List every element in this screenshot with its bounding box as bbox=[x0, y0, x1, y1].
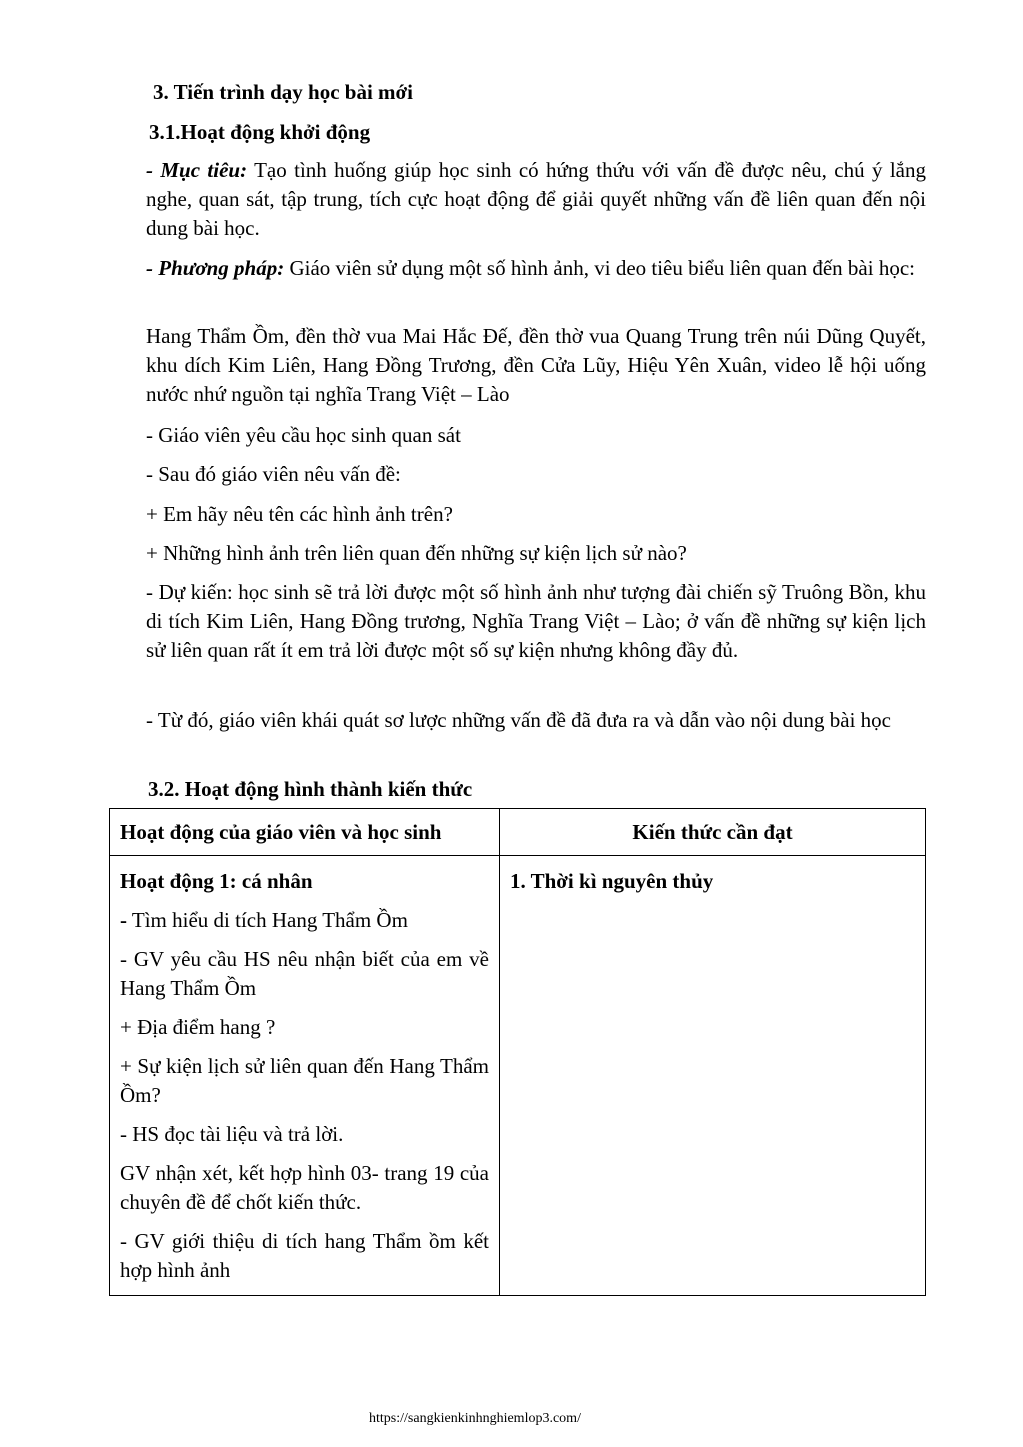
subsection-heading-startup: 3.1.Hoạt động khởi động bbox=[149, 120, 371, 144]
activity-table bbox=[109, 808, 926, 1296]
question-2: + Những hình ảnh trên liên quan đến những sự kiện lịch sử nào? bbox=[146, 541, 687, 565]
teacher-problem-line: - Sau đó giáo viên nêu vấn đề: bbox=[146, 462, 401, 486]
places-paragraph: Hang Thẩm Ồm, đền thờ vua Mai Hắc Đế, đền thờ vua Quang Trung trên núi Dũng Quyết, khu dích Kim Liên, Hang Đồng Trương, đền Cửa Lũy, Hiệu Yên Xuân, video lễ hội uống nước nhứ nguồn tại nghĩa Trang Việt – Lào bbox=[146, 324, 926, 406]
method-text: Giáo viên sử dụng một số hình ảnh, vi deo tiêu biểu liên quan đến bài học: bbox=[284, 256, 915, 280]
activity-item: - GV yêu cầu HS nêu nhận biết của em về Hang Thẩm Ồm bbox=[120, 947, 489, 1000]
question-1: + Em hãy nêu tên các hình ảnh trên? bbox=[146, 502, 453, 526]
activity-title: Hoạt động 1: cá nhân bbox=[120, 869, 313, 893]
header-knowledge: Kiến thức cần đạt bbox=[500, 809, 926, 856]
activity-item: - Tìm hiểu di tích Hang Thẩm Ồm bbox=[120, 908, 408, 932]
subsection-heading-knowledge: 3.2. Hoạt động hình thành kiến thức bbox=[148, 777, 473, 801]
activities-cell bbox=[110, 856, 500, 1296]
knowledge-cell bbox=[500, 856, 926, 1296]
section-heading: 3. Tiến trình dạy học bài mới bbox=[153, 80, 413, 104]
method-label: - Phương pháp: bbox=[146, 256, 285, 280]
activity-item: + Sự kiện lịch sử liên quan đến Hang Thẩm Ồm? bbox=[120, 1054, 489, 1107]
activity-item: GV nhận xét, kết hợp hình 03- trang 19 của chuyên đề để chốt kiến thức. bbox=[120, 1161, 489, 1214]
method-paragraph bbox=[146, 254, 926, 283]
activity-item: - GV giới thiệu di tích hang Thẩm ồm kết hợp hình ảnh bbox=[120, 1229, 489, 1282]
footer-url: https://sangkienkinhnghiemlop3.com/ bbox=[369, 1411, 581, 1426]
knowledge-title: 1. Thời kì nguyên thủy bbox=[510, 869, 714, 893]
objective-paragraph bbox=[146, 156, 926, 243]
table-header-row bbox=[110, 809, 926, 856]
header-activities: Hoạt động của giáo viên và học sinh bbox=[110, 809, 500, 856]
activity-item: + Địa điểm hang ? bbox=[120, 1015, 276, 1039]
conclusion-paragraph: - Từ đó, giáo viên khái quát sơ lược những vấn đề đã đưa ra và dẫn vào nội dung bài học bbox=[146, 708, 891, 732]
expected-answer-paragraph: - Dự kiến: học sinh sẽ trả lời được một số hình ảnh như tượng đài chiến sỹ Truông Bồn, khu di tích Kim Liên, Hang Đồng trương, Nghĩa Trang Việt – Lào; ở vấn đề những sự kiện lịch sử liên quan rất ít em trả lời được một số sự kiện nhưng không đầy đủ. bbox=[146, 580, 926, 662]
table-row bbox=[110, 856, 926, 1296]
objective-label: - Mục tiêu: bbox=[146, 158, 248, 182]
activity-item: - HS đọc tài liệu và trả lời. bbox=[120, 1122, 344, 1146]
objective-text: Tạo tình huống giúp học sinh có hứng thứu với vấn đề được nêu, chú ý lắng nghe, quan sát, tập trung, tích cực hoạt động để giải quyết những vấn đề liên quan đến nội dung bài học. bbox=[146, 158, 926, 240]
teacher-request-line: - Giáo viên yêu cầu học sinh quan sát bbox=[146, 423, 461, 447]
